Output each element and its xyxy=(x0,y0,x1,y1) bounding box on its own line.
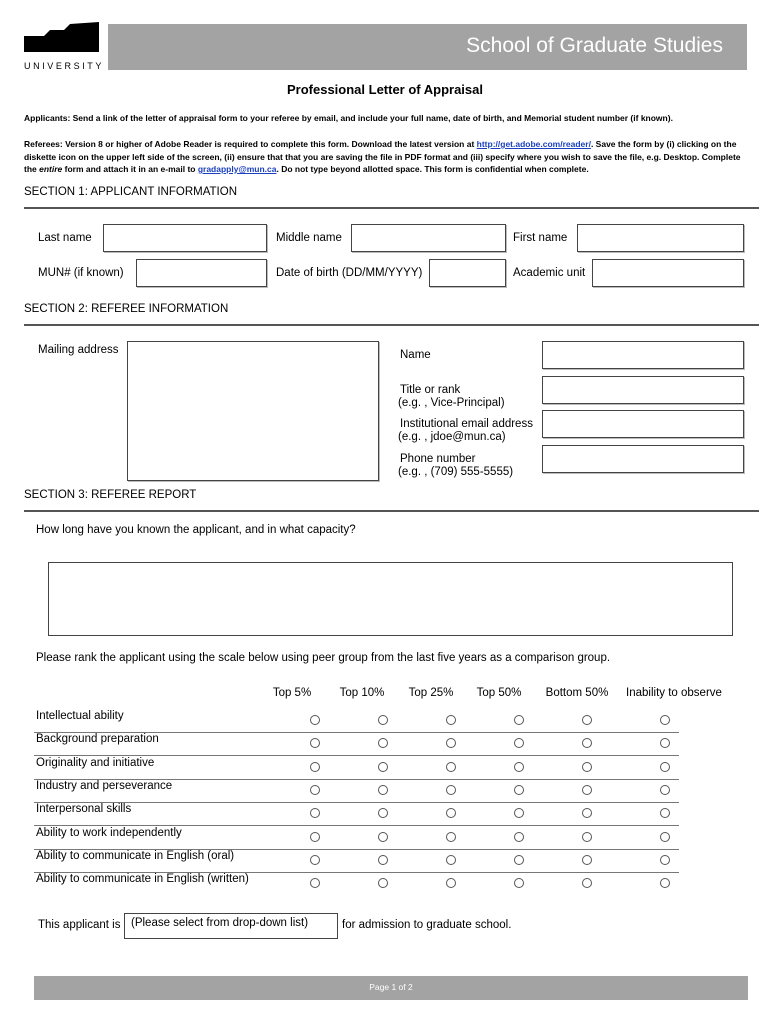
rating-radio[interactable] xyxy=(582,878,592,888)
rating-radio[interactable] xyxy=(582,808,592,818)
first-name-label: First name xyxy=(513,232,568,244)
logo-line2: UNIVERSITY xyxy=(24,61,105,71)
rating-row-label: Intellectual ability xyxy=(36,710,124,722)
section1-title: SECTION 1: APPLICANT INFORMATION xyxy=(24,186,237,198)
rating-radio[interactable] xyxy=(514,738,524,748)
rating-radio[interactable] xyxy=(378,785,388,795)
name-field[interactable] xyxy=(542,341,744,369)
rating-radio[interactable] xyxy=(514,832,524,842)
rating-radio[interactable] xyxy=(446,785,456,795)
academic-unit-label: Academic unit xyxy=(513,267,586,279)
title-rank-example: (e.g. , Vice-Principal) xyxy=(398,397,505,409)
name-label: Name xyxy=(400,349,431,361)
rating-radio[interactable] xyxy=(660,855,670,865)
rating-radio[interactable] xyxy=(310,738,320,748)
mailing-address-label: Mailing address xyxy=(38,344,119,356)
rating-radio[interactable] xyxy=(378,855,388,865)
mun-field[interactable] xyxy=(136,259,267,287)
rating-radio[interactable] xyxy=(582,762,592,772)
header-title: School of Graduate Studies xyxy=(466,34,723,57)
document-title: Professional Letter of Appraisal xyxy=(286,82,483,97)
relationship-question: How long have you known the applicant, and in what capacity? xyxy=(36,524,356,536)
phone-field[interactable] xyxy=(542,445,744,473)
rating-radio[interactable] xyxy=(310,762,320,772)
row-divider xyxy=(34,872,679,873)
row-divider xyxy=(34,732,679,733)
recommendation-dropdown[interactable]: (Please select from drop-down list) xyxy=(124,913,338,939)
rating-radio[interactable] xyxy=(310,878,320,888)
rating-radio[interactable] xyxy=(660,832,670,842)
row-divider xyxy=(34,802,679,803)
header-band xyxy=(108,24,747,70)
row-divider xyxy=(34,779,679,780)
rating-radio[interactable] xyxy=(310,785,320,795)
section2-title: SECTION 2: REFEREE INFORMATION xyxy=(24,303,229,315)
row-divider xyxy=(34,825,679,826)
rating-row-label: Ability to communicate in English (oral) xyxy=(36,849,235,862)
row-divider xyxy=(34,755,679,756)
dob-field[interactable] xyxy=(429,259,506,287)
rating-radio[interactable] xyxy=(514,878,524,888)
email-field[interactable] xyxy=(542,410,744,438)
rating-radio[interactable] xyxy=(660,738,670,748)
rating-radio[interactable] xyxy=(582,715,592,725)
column-header: Top 25% xyxy=(408,687,454,699)
rating-radio[interactable] xyxy=(582,785,592,795)
middle-name-label: Middle name xyxy=(276,232,342,244)
column-header: Bottom 50% xyxy=(545,687,609,699)
rating-radio[interactable] xyxy=(660,878,670,888)
middle-name-field[interactable] xyxy=(351,224,506,252)
phone-label: Phone number xyxy=(400,453,476,465)
mun-label: MUN# (if known) xyxy=(38,267,124,279)
referees-note xyxy=(24,138,748,176)
applicant-is-label: This applicant is xyxy=(38,919,121,931)
rating-radio[interactable] xyxy=(446,738,456,748)
rating-radio[interactable] xyxy=(446,808,456,818)
last-name-label: Last name xyxy=(38,232,92,244)
rating-radio[interactable] xyxy=(446,832,456,842)
rating-row-label: Originality and initiative xyxy=(36,756,155,769)
email-label: Institutional email address xyxy=(400,418,533,430)
rating-row-label: Industry and perseverance xyxy=(36,779,173,792)
email-example: (e.g. , jdoe@mun.ca) xyxy=(398,431,506,443)
rating-radio[interactable] xyxy=(514,785,524,795)
rating-radio[interactable] xyxy=(582,855,592,865)
rating-radio[interactable] xyxy=(310,832,320,842)
footer-band xyxy=(34,976,748,1000)
rating-radio[interactable] xyxy=(514,715,524,725)
admission-text: for admission to graduate school. xyxy=(342,919,512,931)
section2-rule xyxy=(24,324,759,326)
column-header: Top 50% xyxy=(476,687,522,699)
referees-note-em: entire xyxy=(39,164,63,174)
rating-radio[interactable] xyxy=(446,878,456,888)
column-header: Top 5% xyxy=(272,687,312,699)
rank-prompt: Please rank the applicant using the scale below using peer group from the last five years as a comparison group. xyxy=(36,652,611,664)
rating-row-label: Background preparation xyxy=(36,733,159,746)
rating-radio[interactable] xyxy=(378,738,388,748)
applicants-note: Applicants: Send a link of the letter of appraisal form to your referee by email, and include your full name, date of birth, and Memorial student number (if known). xyxy=(24,113,673,123)
rating-radio[interactable] xyxy=(514,762,524,772)
rating-radio[interactable] xyxy=(582,832,592,842)
rating-radio[interactable] xyxy=(660,715,670,725)
rating-radio[interactable] xyxy=(446,715,456,725)
phone-example: (e.g. , (709) 555-5555) xyxy=(398,466,514,478)
rating-radio[interactable] xyxy=(378,878,388,888)
rating-row-label: Interpersonal skills xyxy=(36,803,132,816)
row-divider xyxy=(34,849,679,850)
gradapply-email-link[interactable]: gradapply@mun.ca xyxy=(197,164,277,174)
rating-radio[interactable] xyxy=(378,762,388,772)
rating-row-label: Ability to work independently xyxy=(36,826,182,839)
referees-note-part4: . Do not type beyond allotted space. This form is confidential when complete. xyxy=(276,164,589,174)
referees-note-part3: form and attach it in an e-mail to xyxy=(62,164,198,174)
rating-radio[interactable] xyxy=(660,808,670,818)
column-header: Top 10% xyxy=(339,687,385,699)
adobe-reader-link[interactable]: http://get.adobe.com/reader/ xyxy=(476,139,591,149)
rating-radio[interactable] xyxy=(310,855,320,865)
academic-unit-field[interactable] xyxy=(592,259,744,287)
rating-radio[interactable] xyxy=(378,808,388,818)
title-rank-label: Title or rank xyxy=(400,384,461,396)
rating-radio[interactable] xyxy=(660,785,670,795)
section3-rule xyxy=(24,510,759,512)
rating-row-label: Ability to communicate in English (written) xyxy=(36,873,249,886)
column-header: Inability to observe xyxy=(626,687,722,699)
rating-radio[interactable] xyxy=(514,808,524,818)
section3-title: SECTION 3: REFEREE REPORT xyxy=(24,489,197,501)
rating-radio[interactable] xyxy=(378,715,388,725)
rating-radio[interactable] xyxy=(310,808,320,818)
relationship-answer-field[interactable] xyxy=(48,562,733,636)
referees-note-part2: . Save the form by (i) clicking on the diskette icon on the upper left side of the screen, (ii) ensure that that you are saving the file in PDF format and (iii) specify where you wish to save the file, e.g. Desktop. Complete the xyxy=(24,139,741,174)
last-name-field[interactable] xyxy=(103,224,267,252)
first-name-field[interactable] xyxy=(577,224,744,252)
section1-rule xyxy=(24,207,759,209)
logo-line1: MEMORIAL xyxy=(24,50,99,62)
rating-radio[interactable] xyxy=(514,855,524,865)
rating-radio[interactable] xyxy=(446,762,456,772)
dob-label: Date of birth (DD/MM/YYYY) xyxy=(276,267,423,279)
referees-note-part1: Referees: Version 8 or higher of Adobe Reader is required to complete this form. Download the latest version at xyxy=(24,139,477,149)
title-rank-field[interactable] xyxy=(542,376,744,404)
rating-radio[interactable] xyxy=(446,855,456,865)
rating-radio[interactable] xyxy=(660,762,670,772)
rating-radio[interactable] xyxy=(310,715,320,725)
university-logo-icon xyxy=(24,22,99,52)
page-indicator: Page 1 of 2 xyxy=(369,982,413,992)
rating-radio[interactable] xyxy=(378,832,388,842)
mailing-address-field[interactable] xyxy=(127,341,379,481)
rating-radio[interactable] xyxy=(582,738,592,748)
